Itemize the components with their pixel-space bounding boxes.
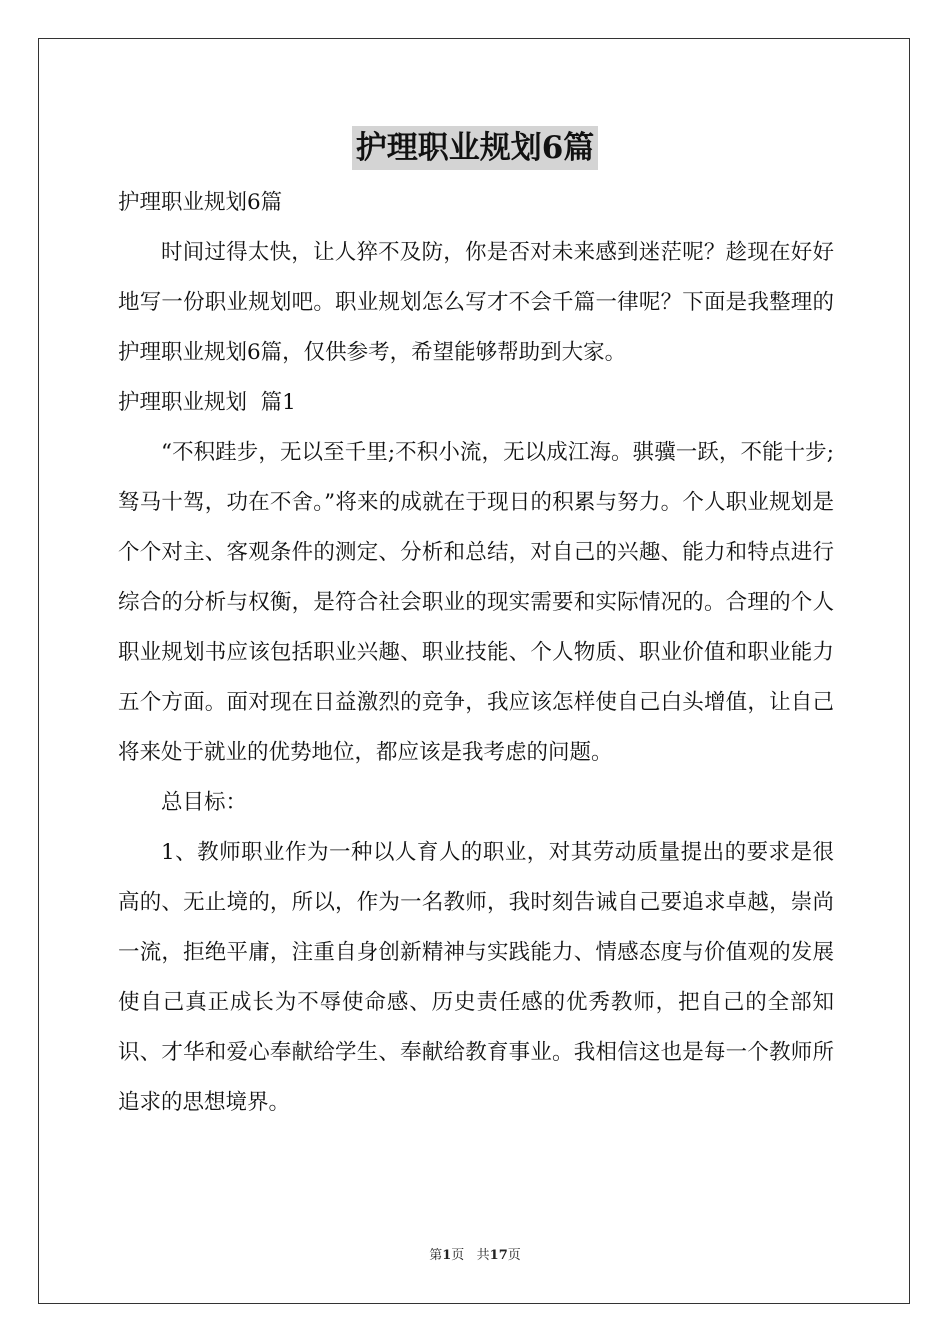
footer-page-prefix: 第 xyxy=(429,1248,443,1263)
document-body xyxy=(118,178,834,1128)
page-footer xyxy=(0,1244,950,1263)
footer-page-current: 1 xyxy=(442,1248,452,1263)
section-heading: 护理职业规划 篇1 xyxy=(118,390,296,415)
subtitle: 护理职业规划6篇 xyxy=(118,190,283,215)
footer-page-mid: 页 共 xyxy=(451,1248,490,1263)
intro-paragraph: 时间过得太快，让人猝不及防，你是否对未来感到迷茫呢？趁现在好好地写一份职业规划吧。职业规划怎么写才不会千篇一律呢？下面是我整理的护理职业规划6篇，仅供参考，希望能够帮助到大家。 xyxy=(118,240,834,365)
footer-page-suffix: 页 xyxy=(507,1248,521,1263)
footer-page-total: 17 xyxy=(489,1248,508,1263)
body-paragraph-2: 1、教师职业作为一种以人育人的职业，对其劳动质量提出的要求是很高的、无止境的，所以，作为一名教师，我时刻告诫自己要追求卓越，崇尚一流，拒绝平庸，注重自身创新精神与实践能力、情感态度与价值观的发展使自己真正成长为不辱使命感、历史责任感的优秀教师，把自己的全部知识、才华和爱心奉献给学生、奉献给教育事业。我相信这也是每一个教师所追求的思想境界。 xyxy=(118,840,834,1115)
goal-heading: 总目标： xyxy=(161,790,248,815)
document-title: 护理职业规划6篇 xyxy=(352,126,599,170)
body-paragraph-1: “不积跬步，无以至千里;不积小流，无以成江海。骐骥一跃，不能十步;驽马十驾，功在不舍。”将来的成就在于现日的积累与努力。个人职业规划是个个对主、客观条件的测定、分析和总结，对自己的兴趣、能力和特点进行综合的分析与权衡，是符合社会职业的现实需要和实际情况的。合理的个人职业规划书应该包括职业兴趣、职业技能、个人物质、职业价值和职业能力五个方面。面对现在日益激烈的竞争，我应该怎样使自己白头增值，让自己将来处于就业的优势地位，都应该是我考虑的问题。 xyxy=(118,440,834,765)
document-title-wrap xyxy=(0,126,950,170)
